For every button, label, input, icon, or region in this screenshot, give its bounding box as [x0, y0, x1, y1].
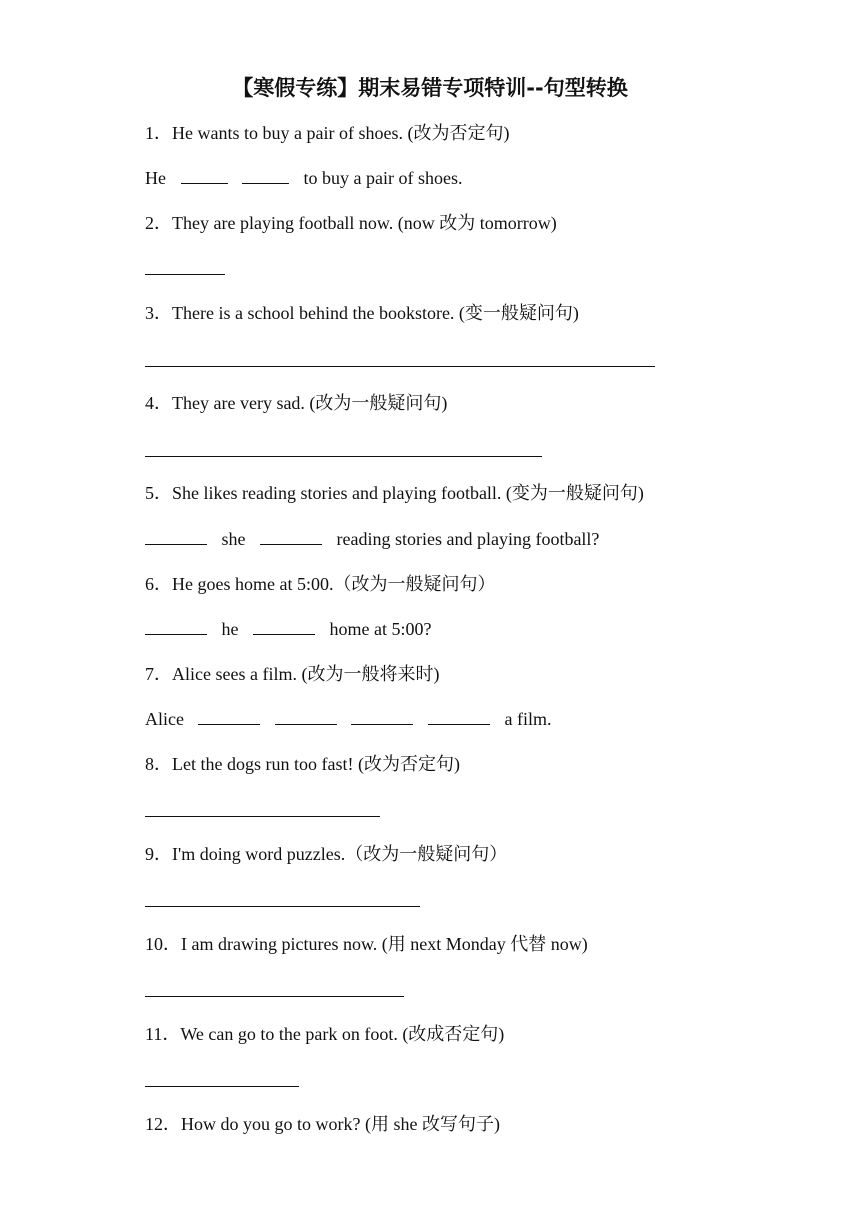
answer-blank[interactable] [181, 167, 228, 184]
question-2: 2．They are playing football now. (now 改为 tomorrow) [145, 213, 557, 233]
question-10: 10．I am drawing pictures now. (用 next Monday 代替 now) [145, 934, 588, 954]
answer-1-post: to buy a pair of shoes. [303, 168, 463, 188]
question-11: 11．We can go to the park on foot. (改成否定句) [145, 1024, 505, 1044]
question-3: 3．There is a school behind the bookstore. (变一般疑问句) [145, 303, 579, 323]
question-12: 12．How do you go to work? (用 she 改写句子) [145, 1114, 500, 1134]
answer-5-mid: she [221, 529, 246, 549]
answer-blank[interactable] [253, 618, 315, 635]
worksheet-title: 【寒假专练】期末易错专项特训--句型转换 [232, 76, 628, 100]
answer-line-7 [145, 708, 551, 730]
answer-blank[interactable] [198, 708, 260, 725]
answer-blank[interactable] [260, 528, 322, 545]
answer-line-4[interactable] [145, 456, 542, 457]
question-4: 4．They are very sad. (改为一般疑问句) [145, 393, 448, 413]
answer-5-post: reading stories and playing football? [336, 529, 600, 549]
answer-blank[interactable] [275, 708, 337, 725]
question-5: 5．She likes reading stories and playing football. (变为一般疑问句) [145, 483, 644, 503]
answer-blank[interactable] [351, 708, 413, 725]
question-6: 6．He goes home at 5:00.（改为一般疑问句） [145, 574, 496, 594]
answer-line-10[interactable] [145, 996, 404, 997]
answer-blank[interactable] [242, 167, 289, 184]
answer-7-pre: Alice [145, 709, 184, 729]
answer-blank[interactable] [428, 708, 490, 725]
question-1: 1．He wants to buy a pair of shoes. (改为否定句) [145, 123, 510, 143]
answer-6-mid: he [221, 619, 239, 639]
answer-line-8[interactable] [145, 816, 380, 817]
question-7: 7．Alice sees a film. (改为一般将来时) [145, 664, 440, 684]
answer-blank[interactable] [145, 528, 207, 545]
answer-blank[interactable] [145, 618, 207, 635]
answer-line-5 [145, 528, 599, 550]
answer-line-2[interactable] [145, 274, 225, 275]
question-9: 9．I'm doing word puzzles.（改为一般疑问句） [145, 844, 508, 864]
question-8: 8．Let the dogs run too fast! (改为否定句) [145, 754, 460, 774]
answer-1-pre: He [145, 168, 166, 188]
answer-line-11[interactable] [145, 1086, 299, 1087]
answer-line-3[interactable] [145, 366, 655, 367]
answer-line-1 [145, 167, 462, 189]
answer-7-post: a film. [504, 709, 552, 729]
answer-line-6 [145, 618, 431, 640]
answer-6-post: home at 5:00? [329, 619, 432, 639]
answer-line-9[interactable] [145, 906, 420, 907]
